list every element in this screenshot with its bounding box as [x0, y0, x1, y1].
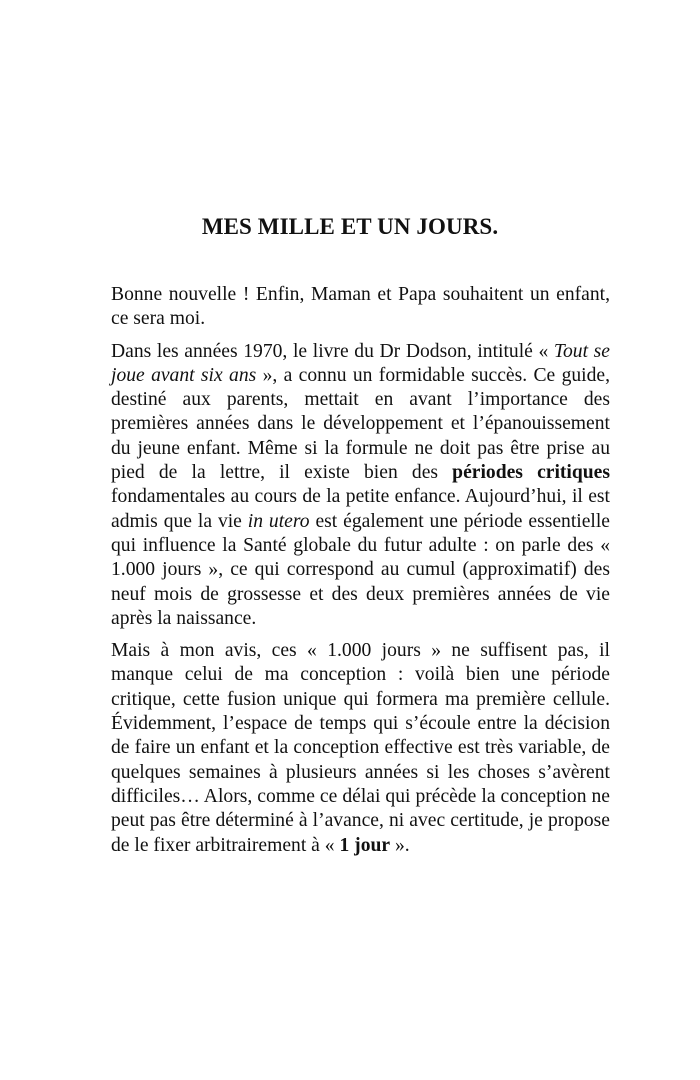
- text-run: ».: [390, 834, 410, 856]
- text-run: Bonne nouvelle ! Enfin, Maman et Papa souhaitent un enfant, ce sera moi.: [111, 284, 610, 330]
- text-run: Mais à mon avis, ces « 1.000 jours » ne suffisent pas, il manque celui de ma conception : voilà bien une période critique, cette fusion unique qui formera ma première cellule. Évidemment, l’espace de temps qui s’écoule entre la décision de faire un enfant et la conception effective est très variable, de quelques semaines à plusieurs années si les choses s’avèrent difficiles… Alors, comme ce délai qui précède la conception ne peut pas être déterminé à l’avance, ni avec certitude, je propose de le fixer arbitrairement à «: [111, 640, 610, 856]
- text-run: Dans les années 1970, le livre du Dr Dodson, intitulé «: [111, 340, 554, 362]
- text-run: », a connu un formidable succès. Ce guide, destiné aux parents, mettait en avant l’importance des premières années dans le développement et l’épanouissement du jeune enfant. Même si la formule ne doit pas être prise au pied de la lettre, il existe bien des: [111, 364, 611, 484]
- text-run: fondamentales au cours de la petite enfance. Aujourd’hui, il est admis que la vie: [111, 486, 610, 532]
- paragraph-3: [111, 639, 610, 858]
- book-title: Tout se joue avant six ans: [111, 340, 610, 386]
- emphasis-italic: in utero: [247, 510, 310, 532]
- chapter-title: MES MILLE ET UN JOURS.: [201, 214, 499, 239]
- chapter-body: [111, 283, 610, 866]
- paragraph-1: [111, 283, 610, 332]
- text-run: est également une période essentielle qui influence la Santé globale du futur adulte : on parle des « 1.000 jours », ce qui correspond au cumul (approximatif) des neuf mois de grossesse et des deux premières années de vie après la naissance.: [111, 510, 610, 629]
- paragraph-2: [111, 340, 610, 632]
- emphasis-bold: périodes critiques: [452, 462, 610, 484]
- emphasis-bold: 1 jour: [339, 834, 391, 856]
